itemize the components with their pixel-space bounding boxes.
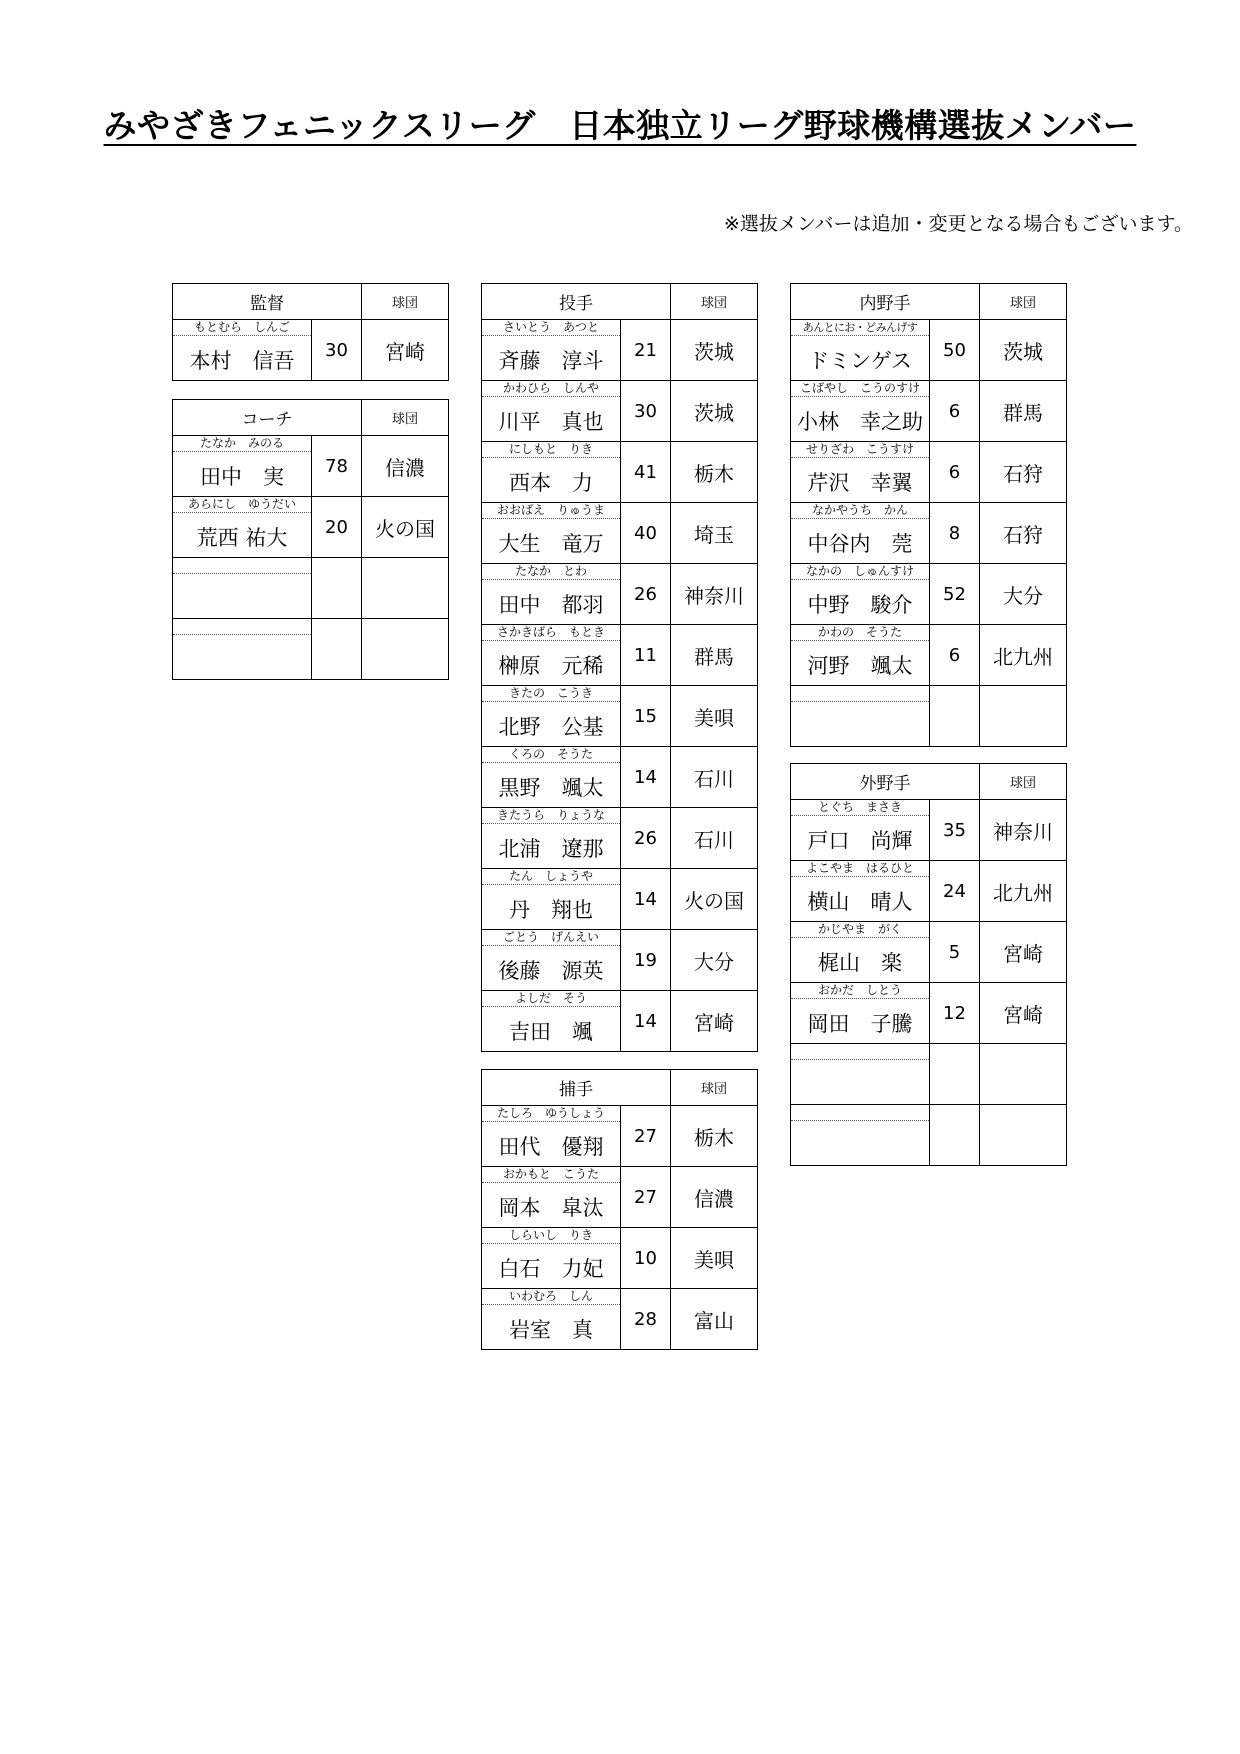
team-name: 茨城 [671, 381, 758, 442]
player-kana: さかきばら もとき [482, 625, 620, 641]
outfielder-position-label: 外野手 [791, 764, 980, 800]
player-name-cell [482, 991, 621, 1052]
team-name: 石川 [671, 747, 758, 808]
table-row [482, 991, 758, 1052]
table-row [482, 564, 758, 625]
uniform-number [312, 619, 362, 680]
player-kana: おおばえ りゅうま [482, 503, 620, 519]
player-name-cell [791, 686, 930, 747]
table-row [482, 808, 758, 869]
player-name-cell [173, 558, 312, 619]
player-name: 田代 優翔 [498, 1135, 604, 1159]
uniform-number: 8 [930, 503, 980, 564]
uniform-number: 15 [621, 686, 671, 747]
player-name [791, 702, 929, 746]
team-name: 北九州 [980, 625, 1067, 686]
player-name-cell [791, 800, 930, 861]
infielder-team-header: 球団 [980, 284, 1067, 320]
team-name: 神奈川 [671, 564, 758, 625]
player-name [791, 1060, 929, 1104]
player-kana: たん しょうや [482, 869, 620, 885]
table-row [791, 320, 1067, 381]
player-name: 岡田 子騰 [807, 1012, 913, 1036]
player-kana: いわむろ しん [482, 1289, 620, 1305]
team-name: 群馬 [671, 625, 758, 686]
uniform-number: 14 [621, 869, 671, 930]
player-name-cell [482, 1106, 621, 1167]
team-name: 栃木 [671, 1106, 758, 1167]
player-name-cell [482, 1228, 621, 1289]
uniform-number: 6 [930, 625, 980, 686]
player-name: 中谷内 莞 [807, 532, 913, 556]
player-name-cell [791, 861, 930, 922]
player-kana: さいとう あつと [482, 320, 620, 336]
player-name-cell [482, 564, 621, 625]
team-name: 信濃 [671, 1167, 758, 1228]
uniform-number: 78 [312, 436, 362, 497]
team-name [980, 686, 1067, 747]
catcher-team-header: 球団 [671, 1070, 758, 1106]
player-name: 本村 信吾 [189, 349, 295, 373]
player-name-cell [482, 747, 621, 808]
player-name-cell [791, 564, 930, 625]
uniform-number: 10 [621, 1228, 671, 1289]
uniform-number: 14 [621, 991, 671, 1052]
uniform-number: 35 [930, 800, 980, 861]
player-kana: かじやま がく [791, 922, 929, 938]
player-name-cell [482, 503, 621, 564]
player-kana: おかもと こうた [482, 1167, 620, 1183]
player-name: 田中 実 [200, 465, 284, 489]
table-row [482, 686, 758, 747]
infielder-position-label: 内野手 [791, 284, 980, 320]
player-kana: ごとう げんえい [482, 930, 620, 946]
player-kana: よこやま はるひと [791, 861, 929, 877]
catcher-table [481, 1069, 758, 1350]
player-kana: こばやし こうのすけ [791, 381, 929, 397]
player-name-cell [482, 869, 621, 930]
player-kana: たなか とわ [482, 564, 620, 580]
team-name: 美唄 [671, 1228, 758, 1289]
team-name: 茨城 [980, 320, 1067, 381]
player-name-cell [173, 320, 312, 381]
table-row [482, 442, 758, 503]
player-name: 丹 翔也 [509, 898, 593, 922]
table-row [482, 1167, 758, 1228]
team-name: 宮崎 [980, 983, 1067, 1044]
team-name [980, 1044, 1067, 1105]
team-name: 美唄 [671, 686, 758, 747]
player-name: 河野 颯太 [807, 654, 913, 678]
uniform-number: 26 [621, 808, 671, 869]
table-row [482, 381, 758, 442]
player-name: 岩室 真 [509, 1318, 593, 1342]
player-name-cell [791, 320, 930, 381]
player-name-cell [791, 381, 930, 442]
player-name: 中野 駿介 [807, 593, 913, 617]
manager-team-header: 球団 [362, 284, 449, 320]
player-name-cell [482, 930, 621, 991]
player-name: 北浦 遼那 [498, 837, 604, 861]
uniform-number: 11 [621, 625, 671, 686]
team-name: 大分 [980, 564, 1067, 625]
player-kana [791, 1044, 929, 1060]
player-name-cell [173, 497, 312, 558]
player-kana [173, 558, 311, 574]
coach-position-label: コーチ [173, 400, 362, 436]
table-row [482, 1228, 758, 1289]
table-row [791, 564, 1067, 625]
player-kana: にしもと りき [482, 442, 620, 458]
player-kana: もとむら しんご [173, 320, 311, 336]
player-kana: かわひら しんや [482, 381, 620, 397]
player-kana: なかの しゅんすけ [791, 564, 929, 580]
player-name [173, 574, 311, 618]
table-row [482, 503, 758, 564]
player-name: 小林 幸之助 [797, 410, 923, 434]
player-name-cell [482, 320, 621, 381]
player-name: 横山 晴人 [807, 890, 913, 914]
table-row [791, 800, 1067, 861]
table-row [791, 983, 1067, 1044]
player-kana: たなか みのる [173, 436, 311, 452]
player-name: 北野 公基 [498, 715, 604, 739]
player-name: 後藤 源英 [498, 959, 604, 983]
player-kana: せりざわ こうすけ [791, 442, 929, 458]
uniform-number: 27 [621, 1167, 671, 1228]
uniform-number: 21 [621, 320, 671, 381]
team-name: 栃木 [671, 442, 758, 503]
outfielder-table [790, 763, 1067, 1166]
manager-header-row [173, 284, 449, 320]
team-name: 富山 [671, 1289, 758, 1350]
player-name: 戸口 尚輝 [807, 829, 913, 853]
player-name: 荒西 祐大 [196, 526, 288, 550]
player-kana [791, 1105, 929, 1121]
player-name [173, 635, 311, 679]
team-name: 埼玉 [671, 503, 758, 564]
table-row [791, 625, 1067, 686]
table-row [791, 861, 1067, 922]
player-name-cell [482, 808, 621, 869]
uniform-number: 6 [930, 381, 980, 442]
uniform-number: 28 [621, 1289, 671, 1350]
table-row [173, 497, 449, 558]
table-row [482, 747, 758, 808]
player-kana: あらにし ゆうだい [173, 497, 311, 513]
player-name-cell [791, 1105, 930, 1166]
infielder-table [790, 283, 1067, 747]
pitcher-team-header: 球団 [671, 284, 758, 320]
player-kana: くろの そうた [482, 747, 620, 763]
player-kana: きたの こうき [482, 686, 620, 702]
uniform-number [930, 1105, 980, 1166]
team-name: 群馬 [980, 381, 1067, 442]
table-row [791, 503, 1067, 564]
player-name: 芹沢 幸翼 [807, 471, 913, 495]
uniform-number: 20 [312, 497, 362, 558]
team-name: 宮崎 [980, 922, 1067, 983]
player-name: 川平 真也 [498, 410, 604, 434]
player-name: 大生 竜万 [498, 532, 604, 556]
uniform-number [312, 558, 362, 619]
coach-header-row [173, 400, 449, 436]
uniform-number: 52 [930, 564, 980, 625]
table-row [791, 1044, 1067, 1105]
player-kana: なかやうち かん [791, 503, 929, 519]
player-name-cell [791, 503, 930, 564]
player-kana: おかだ しとう [791, 983, 929, 999]
player-name-cell [791, 625, 930, 686]
table-row [482, 930, 758, 991]
player-name-cell [173, 619, 312, 680]
player-name: 西本 力 [509, 471, 593, 495]
player-name-cell [791, 983, 930, 1044]
outfielder-team-header: 球団 [980, 764, 1067, 800]
uniform-number: 30 [312, 320, 362, 381]
player-kana: よしだ そう [482, 991, 620, 1007]
uniform-number [930, 686, 980, 747]
player-kana: あんとにお・どみんげす [791, 320, 929, 336]
table-row [173, 558, 449, 619]
player-kana: かわの そうた [791, 625, 929, 641]
player-name-cell [173, 436, 312, 497]
team-name: 茨城 [671, 320, 758, 381]
uniform-number: 50 [930, 320, 980, 381]
manager-position-label: 監督 [173, 284, 362, 320]
player-name: 白石 力妃 [498, 1257, 604, 1281]
table-row [791, 442, 1067, 503]
player-name: 岡本 皐汰 [498, 1196, 604, 1220]
table-row [482, 1106, 758, 1167]
player-name [791, 1121, 929, 1165]
team-name: 火の国 [362, 497, 449, 558]
player-kana [791, 686, 929, 702]
player-name-cell [482, 442, 621, 503]
table-row [482, 320, 758, 381]
manager-table [172, 283, 449, 381]
team-name [362, 558, 449, 619]
uniform-number [930, 1044, 980, 1105]
table-row [791, 1105, 1067, 1166]
table-row [173, 436, 449, 497]
player-name: 吉田 颯 [509, 1020, 593, 1044]
player-kana: たしろ ゆうしょう [482, 1106, 620, 1122]
player-name: 榊原 元稀 [498, 654, 604, 678]
team-name: 大分 [671, 930, 758, 991]
uniform-number: 41 [621, 442, 671, 503]
uniform-number: 26 [621, 564, 671, 625]
infielder-header-row [791, 284, 1067, 320]
table-row [791, 686, 1067, 747]
player-name: 斉藤 淳斗 [498, 349, 604, 373]
player-name-cell [482, 686, 621, 747]
player-name-cell [482, 1167, 621, 1228]
catcher-position-label: 捕手 [482, 1070, 671, 1106]
uniform-number: 14 [621, 747, 671, 808]
table-row [482, 1289, 758, 1350]
player-name-cell [791, 442, 930, 503]
pitcher-table [481, 283, 758, 1052]
table-row [173, 619, 449, 680]
team-name: 宮崎 [362, 320, 449, 381]
team-name: 石川 [671, 808, 758, 869]
uniform-number: 5 [930, 922, 980, 983]
table-row [173, 320, 449, 381]
pitcher-position-label: 投手 [482, 284, 671, 320]
player-name-cell [791, 922, 930, 983]
selection-note: ※選抜メンバーは追加・変更となる場合もございます。 [723, 213, 1193, 235]
player-name-cell [482, 1289, 621, 1350]
table-row [791, 381, 1067, 442]
player-name: ドミンゲス [808, 349, 912, 373]
coach-team-header: 球団 [362, 400, 449, 436]
uniform-number: 24 [930, 861, 980, 922]
team-name: 宮崎 [671, 991, 758, 1052]
table-row [482, 869, 758, 930]
table-row [482, 625, 758, 686]
team-name: 石狩 [980, 442, 1067, 503]
player-name: 梶山 楽 [818, 951, 902, 975]
pitcher-header-row [482, 284, 758, 320]
team-name: 北九州 [980, 861, 1067, 922]
player-name: 黒野 颯太 [498, 776, 604, 800]
team-name: 信濃 [362, 436, 449, 497]
team-name [362, 619, 449, 680]
uniform-number: 19 [621, 930, 671, 991]
player-kana: きたうら りょうな [482, 808, 620, 824]
player-name-cell [482, 625, 621, 686]
uniform-number: 12 [930, 983, 980, 1044]
team-name: 火の国 [671, 869, 758, 930]
uniform-number: 27 [621, 1106, 671, 1167]
player-name-cell [482, 381, 621, 442]
coach-table [172, 399, 449, 680]
player-kana [173, 619, 311, 635]
player-name: 田中 都羽 [498, 593, 604, 617]
catcher-header-row [482, 1070, 758, 1106]
player-kana: しらいし りき [482, 1228, 620, 1244]
uniform-number: 30 [621, 381, 671, 442]
outfielder-header-row [791, 764, 1067, 800]
team-name: 神奈川 [980, 800, 1067, 861]
player-name-cell [791, 1044, 930, 1105]
table-row [791, 922, 1067, 983]
page-title: みやざきフェニックスリーグ 日本独立リーグ野球機構選抜メンバー [103, 106, 1137, 145]
player-kana: とぐち まさき [791, 800, 929, 816]
team-name: 石狩 [980, 503, 1067, 564]
uniform-number: 6 [930, 442, 980, 503]
team-name [980, 1105, 1067, 1166]
uniform-number: 40 [621, 503, 671, 564]
